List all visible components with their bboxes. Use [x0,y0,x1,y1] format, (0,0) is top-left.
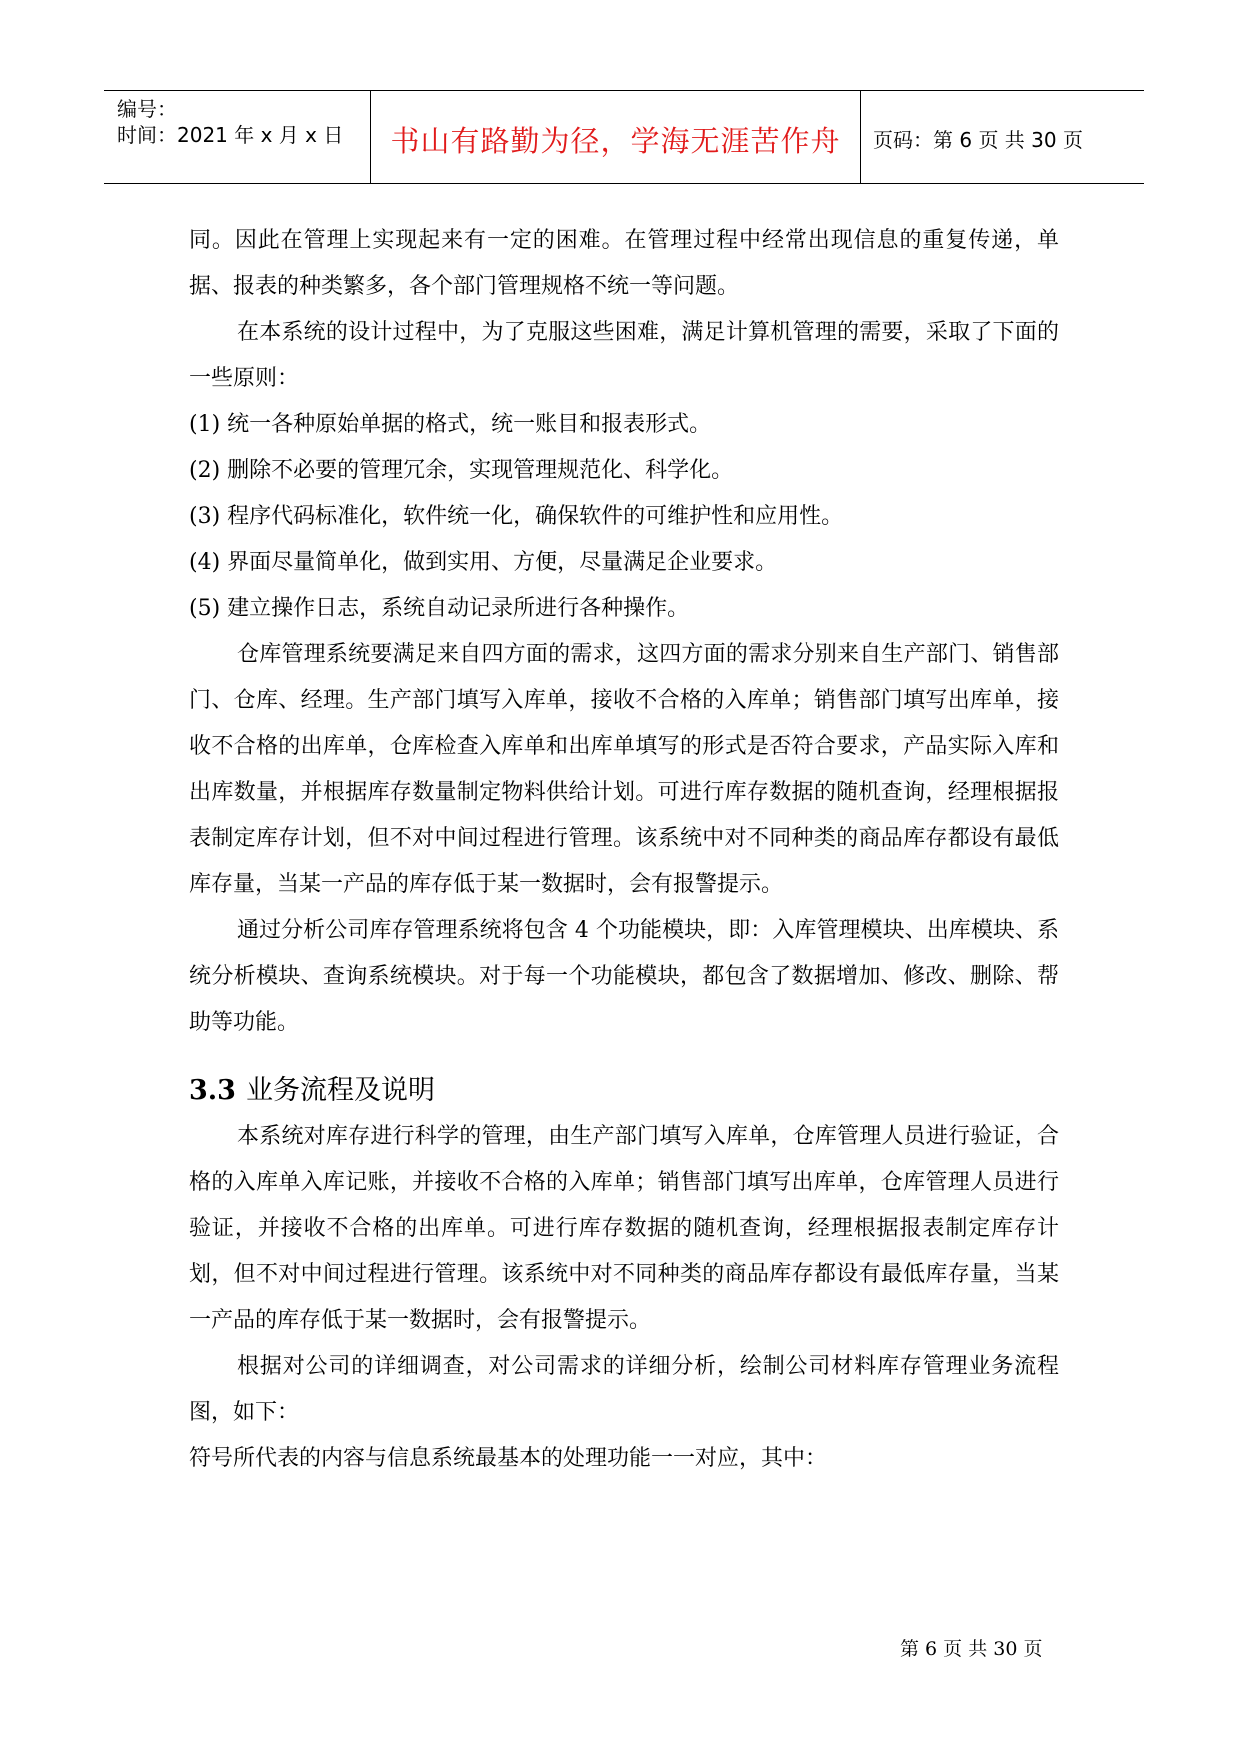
header-motto: 书山有路勤为径，学海无涯苦作舟 [390,124,841,158]
header-page-label: 页码：第 6 页 共 30 页 [873,128,1083,152]
header-motto-cell [371,91,861,183]
paragraph-requirements: 仓库管理系统要满足来自四方面的需求，这四方面的需求分别来自生产部门、销售部门、仓库、经理。生产部门填写入库单，接收不合格的入库单；销售部门填写出库单，接收不合格的出库单，仓库检查入库单和出库单填写的形式是否符合要求，产品实际入库和出库数量，并根据库存数量制定物料供给计划。可进行库存数据的随机查询，经理根据报表制定库存计划，但不对中间过程进行管理。该系统中对不同种类的商品库存都设有最低库存量，当某一产品的库存低于某一数据时，会有报警提示。 [189,642,1059,897]
list-item: (5) 建立操作日志，系统自动记录所进行各种操作。 [189,596,690,621]
section-number: 3.3 [189,1075,236,1106]
paragraph-continuation: 同。因此在管理上实现起来有一定的困难。在管理过程中经常出现信息的重复传递，单据、报表的种类繁多，各个部门管理规格不统一等问题。 [189,228,1059,299]
list-item: (4) 界面尽量简单化，做到实用、方便，尽量满足企业要求。 [189,550,778,575]
section-heading [189,1068,1059,1114]
header-info-cell [104,91,371,183]
page-footer: 第 6 页 共 30 页 [900,1638,1043,1660]
paragraph-modules: 通过分析公司库存管理系统将包含 4 个功能模块，即：入库管理模块、出库模块、系统分析模块、查询系统模块。对于每一个功能模块，都包含了数据增加、修改、删除、帮助等功能。 [189,918,1059,1035]
paragraph-flowchart-intro: 根据对公司的详细调查，对公司需求的详细分析，绘制公司材料库存管理业务流程图，如下： [189,1354,1059,1425]
list-item: (1) 统一各种原始单据的格式，统一账目和报表形式。 [189,412,712,437]
list-item: (2) 删除不必要的管理冗余，实现管理规范化、科学化。 [189,458,734,483]
document-time-label: 时间：2021 年 x 月 x 日 [117,123,344,147]
paragraph-principles-intro: 在本系统的设计过程中，为了克服这些困难，满足计算机管理的需要，采取了下面的一些原则： [189,320,1059,391]
list-item: (3) 程序代码标准化，软件统一化，确保软件的可维护性和应用性。 [189,504,844,529]
document-header [104,90,1144,184]
document-number-label: 编号： [117,97,177,121]
paragraph-symbols: 符号所代表的内容与信息系统最基本的处理功能一一对应，其中： [189,1446,828,1471]
document-body [189,218,1059,1482]
paragraph-process: 本系统对库存进行科学的管理，由生产部门填写入库单，仓库管理人员进行验证，合格的入库单入库记账，并接收不合格的入库单；销售部门填写出库单，仓库管理人员进行验证，并接收不合格的出库单。可进行库存数据的随机查询，经理根据报表制定库存计划，但不对中间过程进行管理。该系统中对不同种类的商品库存都设有最低库存量，当某一产品的库存低于某一数据时，会有报警提示。 [189,1124,1059,1333]
section-title: 业务流程及说明 [245,1075,435,1106]
header-page-cell [861,91,1144,183]
